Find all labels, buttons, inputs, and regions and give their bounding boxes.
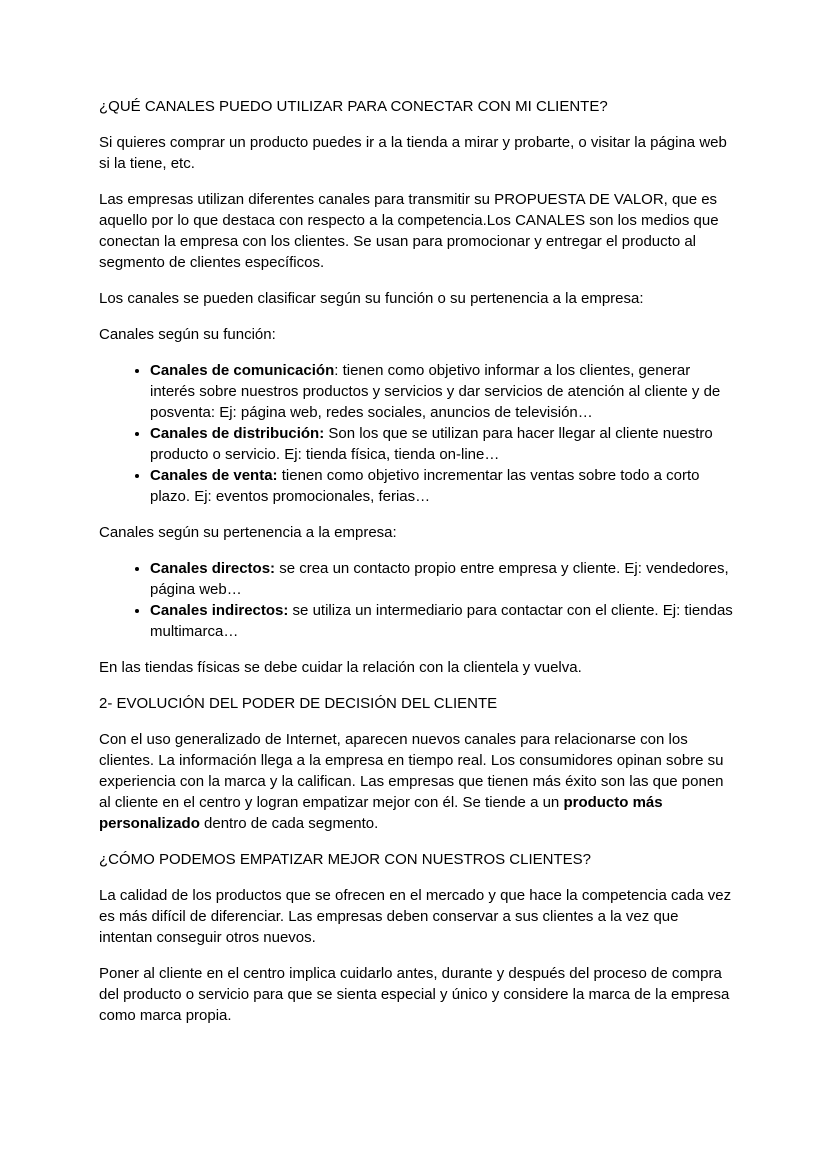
document-content — [99, 96, 736, 1041]
list-item-canales-venta: • Canales de venta: tienen como objetivo incrementar las ventas sobre todo a corto plazo. Ej: eventos promocionales, ferias… — [150, 465, 736, 507]
paragraph-poner-cliente-centro: Poner al cliente en el centro implica cuidarlo antes, durante y después del proceso de compra del producto o servicio para que se sienta especial y único y considere la marca de la empresa como marca propia. — [99, 965, 730, 1024]
paragraph-canales-segun-funcion: Canales según su función: — [99, 326, 276, 343]
paragraph-calidad-productos: La calidad de los productos que se ofrecen en el mercado y que hace la competencia cada vez es más difícil de diferenciar. Las empresas deben conservar a sus clientes a la vez que intentan conseguir otros nuevos. — [99, 887, 732, 946]
list-item-canales-distribucion: • Canales de distribución: Son los que se utilizan para hacer llegar al cliente nuestro producto o servicio. Ej: tienda física, tienda on-line… — [150, 423, 736, 465]
paragraph-tiendas-fisicas: En las tiendas físicas se debe cuidar la relación con la clientela y vuelva. — [99, 659, 582, 676]
heading-como-empatizar: ¿CÓMO PODEMOS EMPATIZAR MEJOR CON NUESTROS CLIENTES? — [99, 851, 591, 868]
paragraph-si-quieres: Si quieres comprar un producto puedes ir a la tienda a mirar y probarte, o visitar la página web si la tiene, etc. — [99, 134, 727, 172]
heading-que-canales: ¿QUÉ CANALES PUEDO UTILIZAR PARA CONECTAR CON MI CLIENTE? — [99, 98, 608, 115]
bullet-list-canales-funcion — [99, 360, 736, 507]
paragraph-canales-segun-pertenencia: Canales según su pertenencia a la empresa: — [99, 524, 397, 541]
paragraph-clasificacion-canales: Los canales se pueden clasificar según su función o su pertenencia a la empresa: — [99, 290, 644, 307]
paragraph-propuesta-valor: Las empresas utilizan diferentes canales para transmitir su PROPUESTA DE VALOR, que es aquello por lo que destaca con respecto a la competencia.Los CANALES son los medios que conectan la empresa con los clientes. Se usan para promocionar y entregar el producto al segmento de clientes específicos. — [99, 191, 719, 271]
heading-evolucion-poder-decision: 2- EVOLUCIÓN DEL PODER DE DECISIÓN DEL CLIENTE — [99, 695, 498, 712]
bullet-list-canales-pertenencia — [99, 558, 736, 642]
list-item-canales-comunicacion: • Canales de comunicación: tienen como objetivo informar a los clientes, generar interés sobre nuestros productos y servicios y dar servicios de atención al cliente y de posventa: Ej: página web, redes sociales, anuncios de televisión… — [150, 360, 736, 423]
list-item-canales-indirectos: • Canales indirectos: se utiliza un intermediario para contactar con el cliente. Ej: tiendas multimarca… — [150, 600, 736, 642]
list-item-canales-directos: • Canales directos: se crea un contacto propio entre empresa y cliente. Ej: vendedores, página web… — [150, 558, 736, 600]
paragraph-uso-internet: Con el uso generalizado de Internet, aparecen nuevos canales para relacionarse con los clientes. La información llega a la empresa en tiempo real. Los consumidores opinan sobre su experiencia con la marca y la califican. Las empresas que tienen más éxito son las que ponen al cliente en el centro y logran empatizar mejor con él. Se tiende a un producto más personalizado dentro de cada segmento. — [99, 731, 724, 832]
